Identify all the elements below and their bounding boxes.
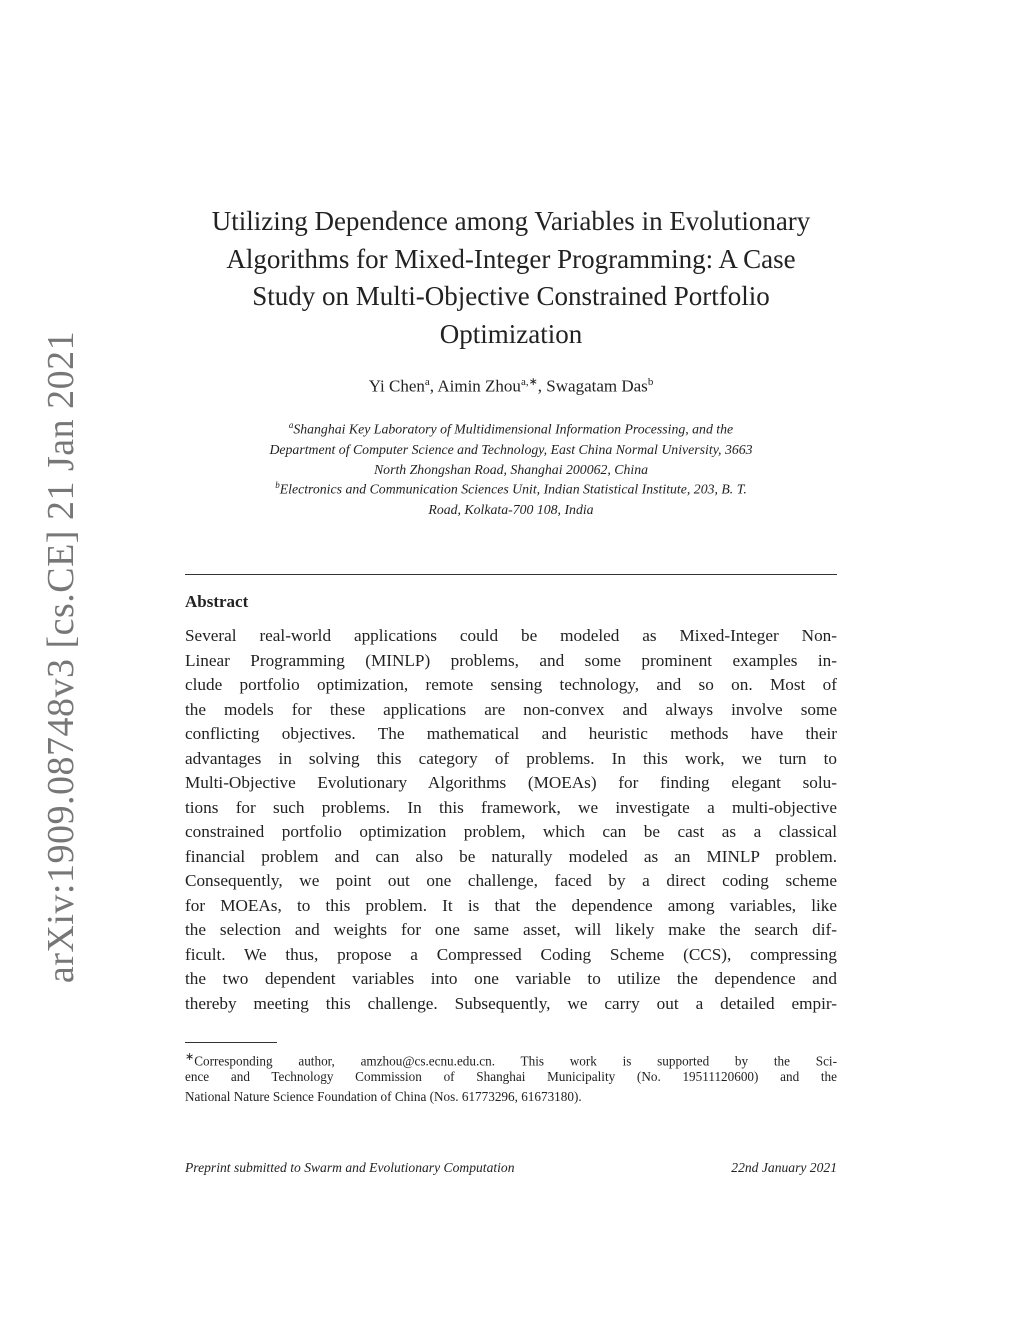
abstract-line: clude portfolio optimization, remote sensing technology, and so on. Most of [185, 675, 837, 694]
abstract-line: thereby meeting this challenge. Subsequently, we carry out a detailed empir- [185, 993, 837, 1013]
affil-line: North Zhongshan Road, Shanghai 200062, China [373, 461, 649, 477]
abstract-line: for MOEAs, to this problem. It is that the dependence among variables, like [185, 895, 837, 915]
abstract-line: tions for such problems. In this framework, we investigate a multi-objective [185, 797, 837, 817]
affil-line: Road, Kolkata-700 108, India [428, 501, 594, 517]
affil-line: Shanghai Key Laboratory of Multidimensional Information Processing, and the [293, 421, 734, 437]
affil-mark: b [275, 480, 280, 490]
abstract-line: Several real-world applications could be modeled as Mixed-Integer Non- [185, 626, 837, 645]
footnote-mark: ∗ [185, 1051, 195, 1063]
author-name: , Swagatam Das [537, 376, 648, 396]
abstract-line: ficult. We thus, propose a Compressed Coding Scheme (CCS), compressing [185, 944, 837, 964]
author-affil-mark: a [424, 376, 430, 388]
abstract-line: advantages in solving this category of problems. In this work, we turn to [185, 748, 837, 768]
abstract-line: the two dependent variables into one variable to utilize the dependence and [185, 969, 837, 988]
affiliation-a [185, 415, 837, 480]
paper-title [185, 203, 837, 353]
footnote-line: ence and Technology Commission of Shanghai Municipality (No. 19511120600) and the [185, 1069, 837, 1084]
author-affil-mark: b [647, 376, 654, 388]
abstract-line: the selection and weights for one same asset, will likely make the search dif- [185, 920, 837, 939]
footnote-line: National Nature Science Foundation of China (Nos. 61773296, 61673180). [185, 1089, 582, 1104]
abstract-line: Multi-Objective Evolutionary Algorithms (MOEAs) for finding elegant solu- [185, 773, 837, 792]
abstract-line: constrained portfolio optimization problem, which can be cast as a classical [185, 822, 837, 841]
abstract-line: financial problem and can also be naturally modeled as an MINLP problem. [185, 846, 837, 866]
affiliation-b [185, 475, 837, 520]
affil-line: Department of Computer Science and Technology, East China Normal University, 3663 [269, 441, 753, 457]
author-affil-mark: a,∗ [520, 376, 538, 388]
title-line: Utilizing Dependence among Variables in Evolutionary [211, 206, 811, 236]
affil-line: Electronics and Communication Sciences Unit, Indian Statistical Institute, 203, B. T. [279, 481, 747, 497]
author-name: Yi Chen [368, 376, 425, 396]
author-list [185, 375, 837, 397]
author-name: , Aimin Zhou [429, 376, 521, 396]
abstract-line: the models for these applications are non-convex and always involve some [185, 699, 837, 719]
abstract-line: conflicting objectives. The mathematical and heuristic methods have their [185, 724, 837, 743]
title-line: Algorithms for Mixed-Integer Programming: A Case [226, 243, 796, 274]
title-line: Study on Multi-Objective Constrained Portfolio [252, 281, 770, 311]
title-line: Optimization [439, 318, 583, 349]
footnote-rule [185, 1042, 277, 1043]
footer-date: 22nd January 2021 [731, 1160, 837, 1175]
footnote-text: Corresponding author, amzhou@cs.ecnu.edu.cn. This work is supported by the Sci- [194, 1053, 837, 1069]
affil-mark: a [288, 420, 294, 430]
abstract-line: Linear Programming (MINLP) problems, and some prominent examples in- [185, 650, 837, 670]
abstract-line: Consequently, we point out one challenge, faced by a direct coding scheme [185, 871, 837, 890]
abstract-heading: Abstract [185, 592, 249, 611]
abstract-top-rule [185, 574, 837, 575]
arxiv-side-stamp: arXiv:1909.08748v3 [cs.CE] 21 Jan 2021 [40, 330, 82, 984]
preprint-notice: Preprint submitted to Swarm and Evolutionary Computation [185, 1160, 515, 1175]
